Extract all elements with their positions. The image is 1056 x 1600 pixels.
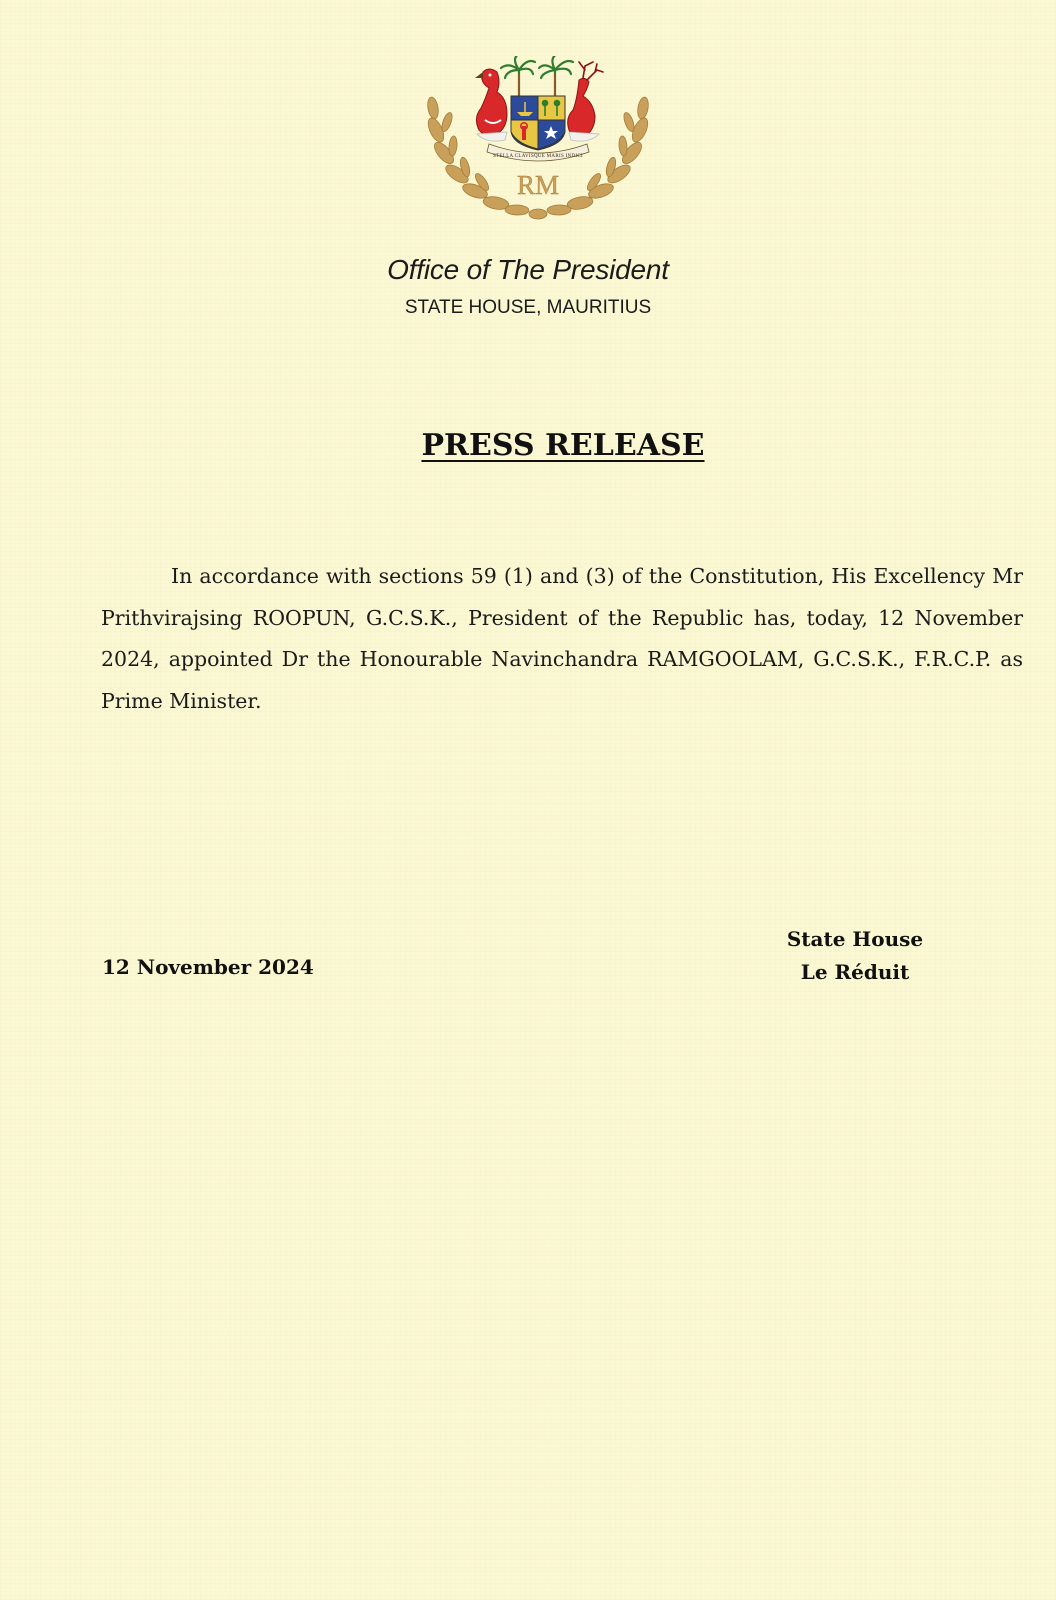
- press-release-body: In accordance with sections 59 (1) and (3) of the Constitution, His Excellency Mr Prithvirajsing ROOPUN, G.C.S.K., President of the Republic has, today, 12 November 2024, appointed Dr the Honourable Navinchandra RAMGOOLAM, G.C.S.K., F.R.C.P. as Prime Minister.: [101, 564, 1023, 713]
- svg-text:STELLA CLAVISQUE MARIS INDICI: STELLA CLAVISQUE MARIS INDICI: [493, 154, 583, 159]
- release-date: 12 November 2024: [102, 955, 314, 979]
- office-address: STATE HOUSE, MAURITIUS: [404, 297, 652, 318]
- release-place: [760, 923, 950, 989]
- coat-of-arms-logo: [427, 56, 649, 226]
- svg-text:RM: RM: [516, 170, 560, 200]
- office-title: Office of The President: [387, 254, 669, 285]
- place-line-2: Le Réduit: [800, 960, 910, 984]
- document-heading: PRESS RELEASE: [421, 428, 705, 463]
- place-line-1: State House: [786, 927, 924, 951]
